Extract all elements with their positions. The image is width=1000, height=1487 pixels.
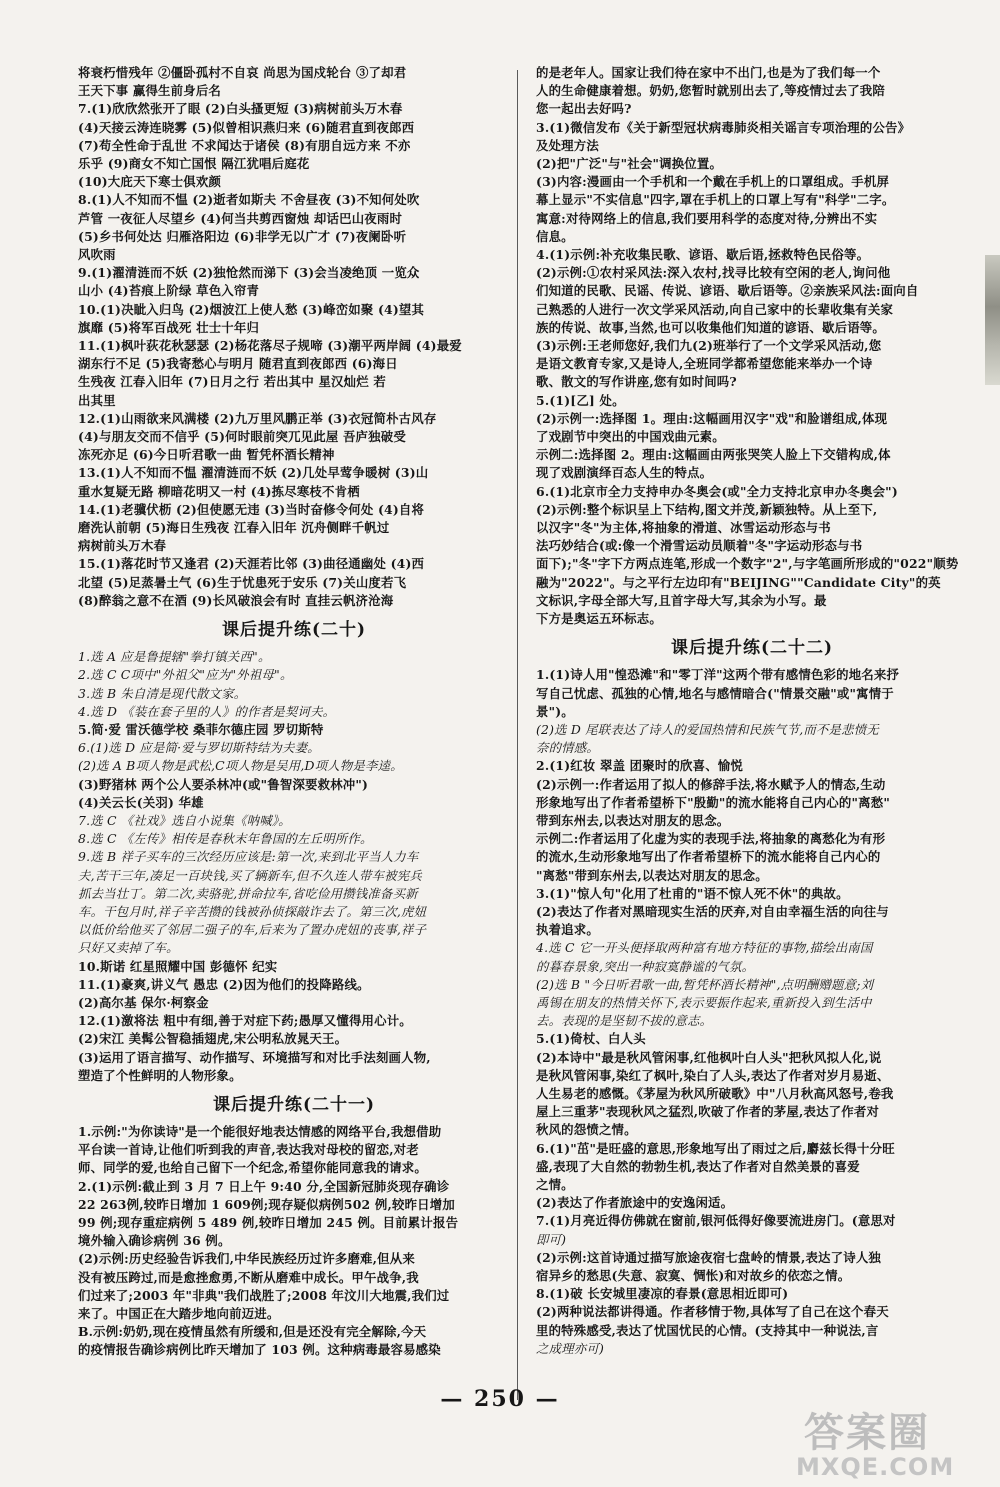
answer-line: 10.(1)决眦入归鸟 (2)烟波江上使人愁 (3)峰峦如聚 (4)望其 [78, 301, 425, 317]
answer-line: (2)示例:①农村采风法:深入农村,找寻比较有空闲的老人,询问他 [536, 265, 891, 281]
answer-line: 们过来了;2003 年"非典"我们战胜了;2008 年汶川大地震,我们过 [78, 1287, 450, 1303]
answer-line: 2.选 C C项中"外祖父"应为"外祖母"。 [78, 667, 293, 683]
answer-line: 只好又卖掉了车。 [78, 940, 179, 956]
answer-line: 盛,表现了大自然的勃勃生机,表达了作者对自然美景的喜爱 [536, 1158, 860, 1174]
answer-line: 5.(1)[乙] 处。 [536, 392, 625, 408]
answer-line: 己熟悉的人进行一次文学采风活动,向自己家中的长辈收集有关家 [536, 301, 894, 317]
answer-line: 重水复疑无路 柳暗花明又一村 (4)拣尽寒枝不肯栖 [78, 483, 360, 499]
answer-line: 没有被压跨过,而是愈挫愈勇,不断从磨难中成长。甲午战争,我 [78, 1269, 419, 1285]
answer-line: 以低价给他买了邻居二强子的车,后来为了置办虎妞的丧事,祥子 [78, 922, 427, 938]
answer-line: (3)野猪林 两个公人要杀林冲(或"鲁智深要救林冲") [78, 776, 369, 792]
answer-line: 平台读一首诗,让他们听到我的声音,表达我对母校的留恋,对老 [78, 1142, 419, 1158]
answer-line: 1.示例:"为你读诗"是一个能很好地表达情感的网络平台,我想借助 [78, 1123, 442, 1139]
answer-line: 7.选 C 《社戏》选自小说集《呐喊》。 [78, 812, 291, 828]
answer-line: (3)示例:王老师您好,我们九(2)班举行了一个文学采风活动,您 [536, 338, 882, 354]
answer-line: (2)选 A B项人物是武松,C项人物是吴用,D项人物是李逵。 [78, 758, 403, 774]
answer-line: 幕上显示"不实信息"四字,罩在手机上的口罩上写有"科学"二字。 [536, 192, 895, 208]
answer-line: 师、同学的爱,也给自己留下一个纪念,希望你能同意我的请求。 [78, 1160, 427, 1176]
answer-line: 现了戏剧演绎百态人生的特点。 [536, 465, 713, 481]
answer-line: 是秋风管闲事,染红了枫叶,染白了人头,表达了作者对岁月易逝、 [536, 1067, 890, 1083]
answer-line: 示例二:选择图 2。理由:这幅画由两张哭笑人脸上下交错构成,体 [536, 447, 891, 463]
answer-line: 信息。 [536, 228, 574, 244]
answer-line: 您一起出去好吗? [536, 101, 632, 117]
answer-line: 病树前头万木春 [78, 538, 167, 554]
answer-line: (2)宋江 美髯公智稳插翅虎,宋公明私放晁天王。 [78, 1031, 348, 1047]
answer-line: (3)内容:漫画由一个手机和一个戴在手机上的口罩组成。手机屏 [536, 174, 890, 190]
answer-line: (8)醉翁之意不在酒 (9)长风破浪会有时 直挂云帆济沧海 [78, 592, 394, 608]
answer-line: (10)大庇天下寒士俱欢颜 [78, 174, 222, 190]
answer-line: 风吹雨 [78, 247, 116, 263]
right-column [536, 64, 968, 1358]
answer-line: 示例二:作者运用了化虚为实的表现手法,将抽象的离愁化为有形 [536, 831, 886, 847]
answer-line: B.示例:奶奶,现在疫情虽然有所缓和,但是还没有完全解除,今天 [78, 1324, 427, 1340]
answer-line: 以汉字"冬"为主体,将抽象的滑道、冰雪运动形态与书 [536, 520, 831, 536]
answer-line: (2)表达了作者旅途中的安逸闲适。 [536, 1195, 734, 1211]
answer-line: (2)本诗中"最是秋风管闲事,红他枫叶白人头"把秋风拟人化,说 [536, 1049, 882, 1065]
answer-line: (4)与朋友交而不信乎 (5)何时眼前突兀见此屋 吾庐独破受 [78, 429, 406, 445]
answer-line: 12.(1)山雨欲来风满楼 (2)九万里风鹏正举 (3)衣冠简朴古风存 [78, 410, 437, 426]
answer-line: 形象地写出了作者希望桥下"殷勤"的流水能将自己内心的"离愁" [536, 794, 890, 810]
answer-line: 之成理亦可) [536, 1340, 604, 1356]
answer-line: 出其里 [78, 392, 116, 408]
answer-line: 文标识,字母全部大写,且首字母大写,其余为小写。最 [536, 592, 827, 608]
answer-line: 的暮春景象,突出一种寂寞静谧的气氛。 [536, 958, 755, 974]
answer-line: 歌、散文的写作讲座,您有如时间吗? [536, 374, 737, 390]
answer-line: 芦管 一夜征人尽望乡 (4)何当共剪西窗烛 却话巴山夜雨时 [78, 210, 403, 226]
answer-line: 境外输入确诊病例 36 例。 [78, 1233, 231, 1249]
answer-line: 即可) [536, 1231, 567, 1247]
answer-line: 11.(1)豪爽,讲义气 愚忠 (2)因为他们的投降路线。 [78, 976, 370, 992]
answer-line: (2)示例:历史经验告诉我们,中华民族经历过许多磨难,但从来 [78, 1251, 415, 1267]
answer-line: (2)示例:这首诗通过描写旅途夜宿七盘岭的情景,表达了诗人独 [536, 1249, 881, 1265]
answer-line: 9.(1)濯清涟而不妖 (2)独怆然而涕下 (3)会当凌绝顶 一览众 [78, 265, 420, 281]
watermark-url: MXQE.COM [796, 1453, 955, 1481]
answer-line: 是语文教育专家,又是诗人,全班同学都希望您能来举办一个诗 [536, 356, 873, 372]
answer-line: 3.(1)"惊人句"化用了杜甫的"语不惊人死不休"的典故。 [536, 885, 849, 901]
answer-line: 99 例;现存重症病例 5 489 例,较昨日增加 245 例。目前累计报告 [78, 1214, 459, 1230]
answer-line: 3.(1)微信发布《关于新型冠状病毒肺炎相关谣言专项治理的公告》 [536, 119, 911, 135]
answer-line: 7.(1)月亮近得仿佛就在窗前,银河低得好像要流进房门。(意思对 [536, 1213, 896, 1229]
section-heading: 课后提升练(二十) [221, 620, 367, 641]
answer-line: 1.选 A 应是鲁提辖"拳打镇关西"。 [78, 649, 271, 665]
answer-line: 执着追求。 [536, 922, 599, 938]
page-edge-strip [985, 255, 1000, 385]
answer-line: 8.(1)人不知而不愠 (2)逝者如斯夫 不舍昼夜 (3)不知何处吹 [78, 192, 420, 208]
answer-line: 下方是奥运五环标志。 [536, 611, 662, 627]
answer-line: 禹锡在朋友的热情关怀下,表示要振作起来,重新投入到生活中 [536, 994, 872, 1010]
answer-line: 法巧妙结合(或:像一个滑雪运动员顺着"冬"字运动形态与书 [536, 538, 863, 554]
answer-line: 寓意:对待网络上的信息,我们要用科学的态度对待,分辨出不实 [536, 210, 878, 226]
answer-line: (2)示例:整个标识呈上下结构,图文并茂,新颖独特。从上至下, [536, 501, 878, 517]
answer-line: 生残夜 江春入旧年 (7)日月之行 若出其中 星汉灿烂 若 [78, 374, 386, 390]
watermark-logo: 答案圈 [804, 1410, 930, 1456]
answer-line: 7.(1)欣欣然张开了眼 (2)白头搔更短 (3)病树前头万木春 [78, 101, 403, 117]
section-heading: 课后提升练(二十二) [670, 638, 834, 659]
answer-line: (4)天接云涛连晓雾 (5)似曾相识燕归来 (6)随君直到夜郎西 [78, 119, 415, 135]
answer-line: 乐乎 (9)商女不知亡国恨 隔江犹唱后庭花 [78, 156, 310, 172]
answer-line: 22 263例,较昨日增加 1 609例;现存疑似病例502 例,较昨日增加 [78, 1196, 455, 1212]
answer-line: 人生易老的感慨。《茅屋为秋风所破歌》中"八月秋高风怒号,卷我 [536, 1085, 894, 1101]
answer-line: (2)把"广泛"与"社会"调换位置。 [536, 156, 723, 172]
answer-line: 融为"2022"。与之平行左边印有"BEIJING""Candidate City"的英 [536, 574, 941, 590]
answer-line: 5.简·爱 雷沃德学校 桑菲尔德庄园 罗切斯特 [78, 721, 324, 737]
answer-line: (2)两种说法都讲得通。作者移情于物,具体写了自己在这个春天 [536, 1304, 889, 1320]
answer-line: 15.(1)落花时节又逢君 (2)天涯若比邻 (3)曲径通幽处 (4)西 [78, 556, 425, 572]
answer-line: 来了。中国正在大踏步地向前迈进。 [78, 1306, 280, 1321]
answer-line: 6.(1)"茁"是旺盛的意思,形象地写出了雨过之后,麝兹长得十分旺 [536, 1140, 895, 1156]
answer-line: (2)示例一:作者运用了拟人的修辞手法,将水赋予人的情态,生动 [536, 776, 886, 792]
answer-line: 14.(1)老骥伏枥 (2)但使愿无违 (3)当时奋修令何处 (4)自将 [78, 501, 425, 517]
answer-line: (5)乡书何处达 归雁洛阳边 (6)非学无以广才 (7)夜阑卧听 [78, 228, 407, 244]
answer-line: 王天下事 赢得生前身后名 [78, 83, 222, 99]
answer-line: 人的生命健康着想。奶奶,您暂时就别出去了,等疫情过去了我陪 [536, 83, 885, 99]
answer-line: 5.(1)倚杖、白人头 [536, 1031, 646, 1047]
answer-line: 们知道的民歌、民谣、传说、谚语、歇后语等。②亲族采风法:面向自 [536, 283, 919, 299]
answer-line: 将衰朽惜残年 ②僵卧孤村不自哀 尚思为国戍轮台 ③了却君 [78, 65, 407, 80]
answer-line: (2)选 B "今日听君歌一曲,暂凭杯酒长精神",点明酬赠题意;刘 [536, 976, 874, 992]
answer-line: 宿异乡的愁思(失意、寂寞、惆怅)和对故乡的依恋之情。 [536, 1268, 851, 1283]
answer-line: (2)表达了作者对黑暗现实生活的厌弃,对自由幸福生活的向往与 [536, 903, 889, 919]
answer-line: 面下);"冬"字下方两点连笔,形成一个数字"2",与字笔画所形成的"022"顺势 [536, 556, 959, 572]
answer-line: 的流水,生动形象地写出了作者希望桥下的流水能将自己内心的 [536, 849, 881, 865]
answer-line: 4.(1)示例:补充收集民歌、谚语、歇后语,拯救特色民俗等。 [536, 247, 870, 263]
section-heading: 课后提升练(二十一) [212, 1094, 376, 1115]
answer-line: 3.选 B 朱自清是现代散文家。 [78, 685, 247, 701]
answer-line: 去。表现的是坚韧不拔的意志。 [536, 1013, 713, 1029]
answer-line: 夫,苦干三年,凑足一百块钱,买了辆新车,但不久连人带车被宪兵 [78, 867, 422, 883]
answer-line: 2.(1)示例:截止到 3 月 7 日上午 9:40 分,全国新冠肺炎现存确诊 [78, 1178, 450, 1194]
answer-line: 旗靡 (5)将军百战死 壮士十年归 [78, 319, 260, 335]
answer-line: (2)示例一:选择图 1。理由:这幅画用汉字"戏"和脸谱组成,体现 [536, 410, 888, 426]
answer-line: 写自己忧虑、孤独的心情,地名与感情暗合("情景交融"或"寓情于 [536, 685, 894, 701]
answer-line: (4)关云长(关羽) 华雄 [78, 794, 204, 810]
page-number-value: 250 [474, 1386, 526, 1412]
answer-line: 车。干包月时,祥子辛苦攒的钱被孙侦探敲诈去了。第三次,虎妞 [78, 903, 427, 919]
page-number: — 250 — [440, 1386, 560, 1412]
answer-line: 族的传说、故事,当然,也可以收集他们知道的谚语、歇后语等。 [536, 319, 885, 335]
answer-line: 2.(1)红妆 翠盖 团聚时的欣喜、愉悦 [536, 758, 743, 774]
answer-line: 13.(1)人不知而不愠 濯清涟而不妖 (2)几处早莺争暖树 (3)山 [78, 465, 429, 481]
answer-line: (2)选 D 尾联表达了诗人的爱国热情和民族气节,而不是悲愤无 [536, 721, 879, 737]
answer-line: (3)运用了语言描写、动作描写、环境描写和对比手法刻画人物, [78, 1049, 431, 1065]
column-divider [517, 70, 518, 1400]
answer-line: 1.(1)诗人用"惶恐滩"和"零丁洋"这两个带有感情色彩的地名来抒 [536, 667, 900, 683]
watermark [790, 1410, 990, 1482]
answer-line: 了戏剧节中突出的中国戏曲元素。 [536, 429, 725, 445]
answer-line: 秋风的怨愤之情。 [536, 1122, 637, 1138]
answer-line: (2)高尔基 保尔·柯察金 [78, 994, 209, 1010]
answer-line: 塑造了个性鲜明的人物形象。 [78, 1067, 242, 1083]
answer-line: 湖东行不足 (5)我寄愁心与明月 随君直到夜郎西 (6)海日 [78, 356, 398, 372]
answer-line: 磨洗认前朝 (5)海日生残夜 江春入旧年 沉舟侧畔千帆过 [78, 520, 390, 536]
answer-line: 8.(1)破 长安城里凄凉的春景(意思相近即可) [536, 1286, 789, 1302]
answer-line: (7)苟全性命于乱世 不求闻达于诸侯 (8)有朋自远方来 不亦 [78, 137, 411, 153]
answer-line: 带到东州去,以表达对朋友的思念。 [536, 812, 730, 828]
answer-line: 6.(1)选 D 应是简·爱与罗切斯特结为夫妻。 [78, 740, 320, 756]
answer-line: 屋上三重茅"表现秋风之猛烈,吹破了作者的茅屋,表达了作者对 [536, 1104, 880, 1120]
left-column [78, 64, 510, 1360]
answer-line: 的疫情报告确诊病例比昨天增加了 103 例。这种病毒最容易感染 [78, 1342, 441, 1358]
answer-line: 北望 (5)足蒸暑土气 (6)生于忧患死于安乐 (7)关山度若飞 [78, 574, 407, 590]
answer-line: 之情。 [536, 1176, 574, 1192]
answer-line: 山小 (4)苔痕上阶绿 草色入帘青 [78, 283, 260, 299]
answer-line: 12.(1)激将法 粗中有细,善于对症下药;愚厚又懂得用心计。 [78, 1013, 412, 1029]
answer-line: 11.(1)枫叶荻花秋瑟瑟 (2)杨花落尽子规啼 (3)潮平两岸阔 (4)最爱 [78, 338, 462, 354]
answer-line: 6.(1)北京市全力支持申办冬奥会(或"全力支持北京申办冬奥会") [536, 483, 898, 499]
answer-line: 及处理方法 [536, 137, 599, 153]
answer-line: 10.斯诺 红星照耀中国 彭德怀 纪实 [78, 958, 278, 974]
answer-line: 奈的情感。 [536, 740, 599, 756]
answer-line: "离愁"带到东州去,以表达对朋友的思念。 [536, 867, 768, 883]
answer-line: 里的特殊感受,表达了忧国忧民的心情。(支持其中一种说法,言 [536, 1322, 879, 1338]
answer-line: 4.选 D 《装在套子里的人》的作者是契诃夫。 [78, 703, 336, 719]
answer-line: 9.选 B 祥子买车的三次经历应该是:第一次,来到北平当人力车 [78, 849, 419, 865]
answer-line: 8.选 C 《左传》相传是春秋末年鲁国的左丘明所作。 [78, 831, 373, 847]
answer-line: 抓去当壮丁。第二次,卖骆驼,拼命拉车,省吃俭用攒钱准备买新 [78, 885, 418, 901]
answer-line: 景")。 [536, 703, 574, 719]
answer-line: 冻死亦足 (6)今日听君歌一曲 暂凭杯酒长精神 [78, 447, 335, 463]
answer-line: 的是老年人。国家让我们待在家中不出门,也是为了我们每一个 [536, 65, 881, 80]
answer-line: 4.选 C 它一开头便择取两种富有地方特征的事物,描绘出南国 [536, 940, 873, 956]
